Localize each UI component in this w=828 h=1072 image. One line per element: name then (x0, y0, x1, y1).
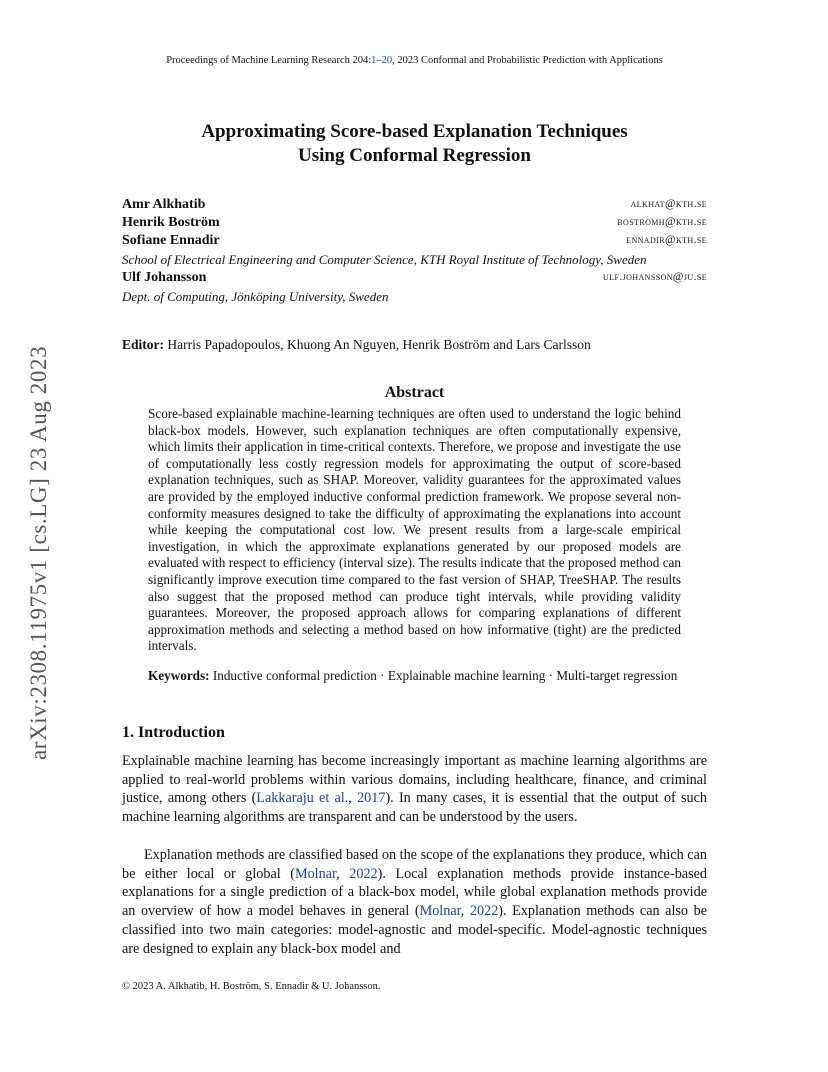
paragraph (122, 752, 707, 827)
author-name: Ulf Johansson (122, 270, 207, 285)
author-row (122, 215, 707, 233)
section-heading: 1. Introduction (122, 724, 225, 741)
paragraph-text: , (336, 865, 350, 882)
keywords-text: Inductive conformal prediction · Explainable machine learning · Multi-target regression (212, 668, 678, 683)
author-email: ennadir@kth.se (626, 234, 707, 246)
copyright-footer: © 2023 A. Alkhatib, H. Boström, S. Ennadir & U. Johansson. (122, 981, 381, 992)
citation-link[interactable]: Molnar (294, 865, 337, 882)
paragraph-text: ). Explanation methods can also be classified into two main categories: model-agnostic and model-specific. Model-agnostic techniques are designed to explain any black-box model and (122, 903, 707, 957)
running-header (122, 55, 707, 66)
paper-title (122, 120, 707, 168)
keywords (148, 668, 681, 685)
author-name: Henrik Boström (122, 215, 220, 230)
paragraph (122, 846, 707, 958)
title-line-1: Approximating Score-based Explanation Techniques (201, 121, 628, 142)
citation-year-link[interactable]: 2017 (357, 790, 386, 807)
paragraph-text: , (348, 790, 358, 807)
affiliation-ju: Dept. of Computing, Jönköping University, Sweden (122, 289, 389, 304)
author-email: ulf.johansson@ju.se (603, 271, 707, 283)
editor-names: Harris Papadopoulos, Khuong An Nguyen, Henrik Boström and Lars Carlsson (167, 337, 591, 352)
abstract-text: Score-based explainable machine-learning techniques are often used to understand the logic behind black-box models. However, such explanation techniques are often computationally expensive, which limits their application in time-critical contexts. Therefore, we propose and investigate the use of computationally less costly regression models for approximating the output of score-based explanation techniques, such as SHAP. Moreover, validity guarantees for the approximated values are provided by the employed inductive conformal prediction framework. We propose several non-conformity measures designed to take the difficulty of approximating the explanations into account while keeping the computational cost low. We present results from a large-scale empirical investigation, in which the approximate explanations generated by our proposed models are evaluated with respect to efficiency (interval size). The results indicate that the proposed method can significantly improve execution time compared to the fast version of SHAP, TreeSHAP. The results also suggest that the proposed method can produce tight intervals, while providing validity guarantees. Moreover, the proposed approach allows for comparing explanations of different approximation methods and selecting a method based on how informative (tight) are the predicted intervals. (148, 406, 681, 654)
editor-label: Editor: (122, 337, 164, 352)
author-email: alkhat@kth.se (630, 198, 707, 210)
abstract-heading: Abstract (384, 384, 445, 401)
author-name: Sofiane Ennadir (122, 233, 220, 248)
citation-year-link[interactable]: 2022 (469, 903, 499, 920)
arxiv-stamp (22, 280, 52, 760)
author-row (122, 233, 707, 251)
page-range-dash: – (376, 55, 382, 66)
arxiv-identifier: arXiv:2308.11975v1 [cs.LG] 23 Aug 2023 (26, 345, 51, 760)
first-page-link[interactable]: 1 (371, 55, 377, 66)
author-name: Amr Alkhatib (122, 197, 206, 212)
editor-line (122, 337, 591, 353)
paragraph-text: ). Local explanation methods provide instance-based explanations for a single prediction of a black-box model, while global explanation methods provide an overview of how a model behaves in general ( (122, 865, 708, 920)
citation-link[interactable]: Lakkaraju et al. (256, 790, 349, 807)
paragraph-text: ). In many cases, it is essential that the output of such machine learning algorithms are transparent and can be understood by the users. (122, 790, 708, 826)
header-suffix: , 2023 Conformal and Probabilistic Prediction with Applications (392, 55, 663, 66)
affiliation-kth: School of Electrical Engineering and Computer Science, KTH Royal Institute of Technology, Sweden (122, 252, 647, 267)
author-row (122, 270, 707, 288)
paragraph-text: Explainable machine learning has become increasingly important as machine learning algorithms are applied to real-world problems within various domains, including healthcare, finance, and criminal justice, among others ( (122, 753, 707, 807)
paragraph-text: , (460, 903, 470, 920)
author-email: bostromh@kth.se (617, 216, 707, 228)
header-prefix: Proceedings of Machine Learning Research 204: (166, 55, 372, 66)
keywords-label: Keywords: (148, 668, 210, 683)
paragraph-text: Explanation methods are classified based on the scope of the explanations they produce, which can be either local or global ( (122, 847, 707, 882)
last-page-link[interactable]: 20 (381, 55, 393, 66)
citation-link[interactable]: Molnar (419, 903, 461, 920)
title-line-2: Using Conformal Regression (298, 145, 531, 166)
citation-year-link[interactable]: 2022 (349, 865, 378, 882)
author-row (122, 197, 707, 215)
